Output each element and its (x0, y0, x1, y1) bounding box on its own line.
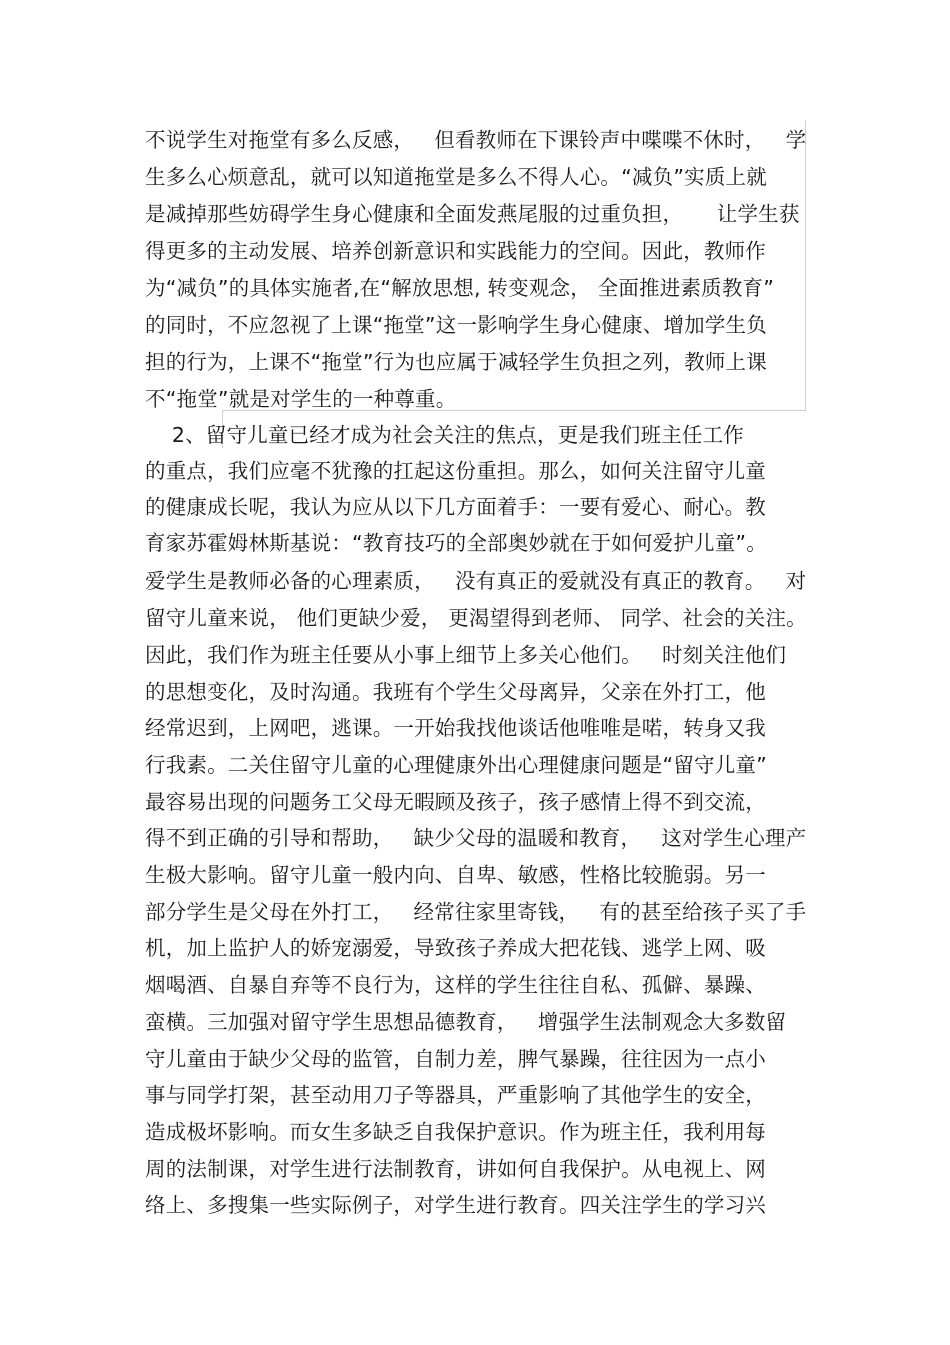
text-line: 留守儿童来说， 他们更缺少爱， 更渴望得到老师、 同学、社会的关注。 (145, 606, 807, 630)
text-line: 为“减负”的具体实施者,在“解放思想, 转变观念， 全面推进素质教育” (145, 276, 775, 300)
text-line: 事与同学打架，甚至动用刀子等器具，严重影响了其他学生的安全， (145, 1083, 766, 1107)
text-line: 造成极坏影响。而女生多缺乏自我保护意识。作为班主任，我利用每 (145, 1120, 766, 1144)
text-line: 育家苏霍姆林斯基说：“教育技巧的全部奥妙就在于如何爱护儿童”。 (145, 531, 767, 555)
text-line: 蛮横。三加强对留守学生思想品德教育， 增强学生法制观念大多数留 (145, 1010, 787, 1034)
text-line: 机，加上监护人的娇宠溺爱，导致孩子养成大把花钱、逃学上网、吸 (145, 936, 766, 960)
text-line: 经常迟到，上网吧，逃课。一开始我找他谈话他唯唯是喏，转身又我 (145, 716, 766, 740)
text-line: 生多么心烦意乱，就可以知道拖堂是多么不得人心。“减负”实质上就 (145, 165, 767, 189)
text-line: 不说学生对拖堂有多么反感， 但看教师在下课铃声中喋喋不休时， 学 (145, 128, 807, 152)
text-line: 担的行为，上课不“拖堂”行为也应属于减轻学生负担之列，教师上课 (145, 350, 767, 374)
text-line: 烟喝酒、自暴自弃等不良行为，这样的学生往往自私、孤僻、暴躁、 (145, 973, 766, 997)
text-line: 是减掉那些妨碍学生身心健康和全面发燕尾服的过重负担， 让学生获 (145, 202, 800, 226)
text-line: 爱学生是教师必备的心理素质， 没有真正的爱就没有真正的教育。 对 (145, 569, 807, 593)
text-line: 生极大影响。留守儿童一般内向、自卑、敏感，性格比较脆弱。另一 (145, 863, 766, 887)
text-line: 的同时，不应忽视了上课“拖堂”这一影响学生身心健康、增加学生负 (145, 313, 767, 337)
text-line: 络上、多搜集一些实际例子，对学生进行教育。四关注学生的学习兴 (145, 1193, 766, 1217)
text-line: 的重点，我们应毫不犹豫的扛起这份重担。那么，如何关注留守儿童 (145, 459, 766, 483)
text-line: 守儿童由于缺少父母的监管，自制力差，脾气暴躁，往往因为一点小 (145, 1047, 766, 1071)
text-line: 的思想变化，及时沟通。我班有个学生父母离异，父亲在外打工，他 (145, 680, 766, 704)
text-line: 不“拖堂”就是对学生的一种尊重。 (145, 387, 457, 411)
text-line: 行我素。二关住留守儿童的心理健康外出心理健康问题是“留守儿童” (145, 753, 767, 777)
text-line: 的健康成长呢，我认为应从以下几方面着手：一要有爱心、耐心。教 (145, 495, 766, 519)
text-line: 周的法制课，对学生进行法制教育，讲如何自我保护。从电视上、网 (145, 1157, 766, 1181)
text-line: 2、留守儿童已经才成为社会关注的焦点，更是我们班主任工作 (145, 423, 745, 447)
text-line: 得不到正确的引导和帮助， 缺少父母的温暖和教育， 这对学生心理产 (145, 826, 807, 850)
text-line: 因此，我们作为班主任要从小事上细节上多关心他们。 时刻关注他们 (145, 643, 787, 667)
text-line: 部分学生是父母在外打工， 经常往家里寄钱， 有的甚至给孩子买了手 (145, 900, 807, 924)
text-line: 得更多的主动发展、培养创新意识和实践能力的空间。因此，教师作 (145, 239, 766, 263)
text-line: 最容易出现的问题务工父母无暇顾及孩子，孩子感情上得不到交流， (145, 790, 766, 814)
